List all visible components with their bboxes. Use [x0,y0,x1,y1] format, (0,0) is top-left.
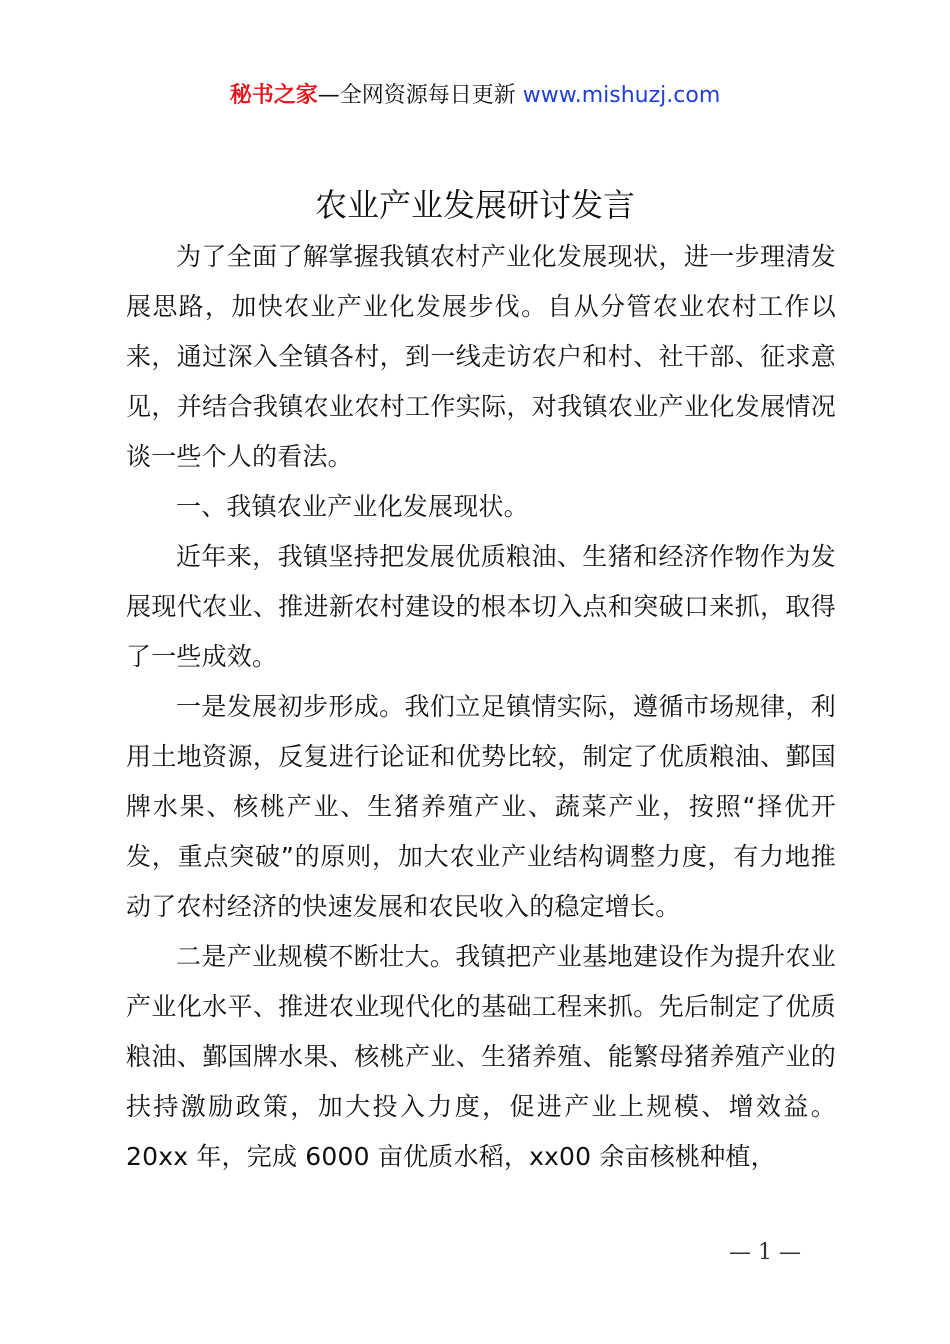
site-brand: 秘书之家 [229,83,318,108]
section-heading: 一、我镇农业产业化发展现状。 [176,492,529,521]
paragraph-intro: 为了全面了解掌握我镇农村产业化发展现状，进一步理清发展思路，加快农业产业化发展步伐。自从分管农业农村工作以来，通过深入全镇各村，到一线走访农户和村、社干部、征求意见，并结合我镇农业农村工作实际，对我镇农业产业化发展情况谈一些个人的看法。 [126,242,836,471]
paragraph-point-one: 一是发展初步形成。我们立足镇情实际，遵循市场规律，利用土地资源，反复进行论证和优势比较，制定了优质粮油、鄞国牌水果、核桃产业、生猪养殖产业、蔬菜产业，按照“择优开发，重点突破”的原则，加大农业产业结构调整力度，有力地推动了农村经济的快速发展和农民收入的稳定增长。 [126,692,836,921]
document-body [126,232,836,1182]
paragraph-overview: 近年来，我镇坚持把发展优质粮油、生猪和经济作物作为发展现代农业、推进新农村建设的根本切入点和突破口来抓，取得了一些成效。 [126,542,836,671]
site-tagline: —全网资源每日更新 [317,83,523,108]
paragraph-point-two: 二是产业规模不断壮大。我镇把产业基地建设作为提升农业产业化水平、推进农业现代化的基础工程来抓。先后制定了优质粮油、鄞国牌水果、核桃产业、生猪养殖、能繁母猪养殖产业的扶持激励政策，加大投入力度，促进产业上规模、增效益。20xx 年，完成 6000 亩优质水稻，xx00 余亩核桃种植， [126,942,836,1171]
site-header [0,80,950,112]
page-number: — 1 — [729,1240,801,1265]
document-title: 农业产业发展研讨发言 [314,186,635,224]
site-url[interactable]: www.mishuzj.com [522,83,721,108]
